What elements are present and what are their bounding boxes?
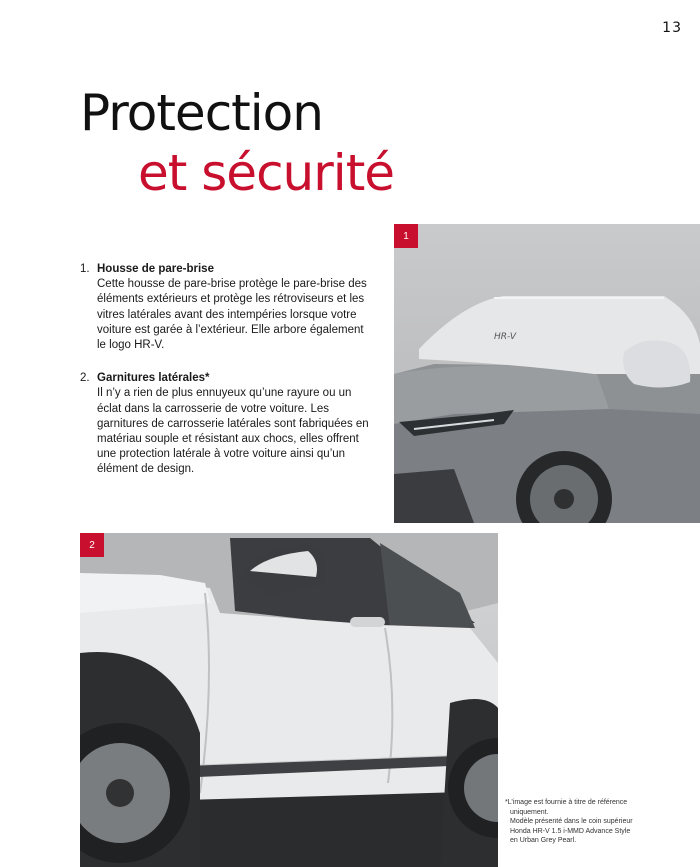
list-item-text: Il n’y a rien de plus ennuyeux qu’une rayure ou un éclat dans la carrosserie de votre voiture. Les garnitures de carrosserie latérales sont fabriquées en matériau souple et résistant aux chocs, elles offrent une protection latérale à votre voiture ainsi qu’un élément de design.: [97, 387, 369, 476]
page-number: 13: [662, 20, 682, 36]
windscreen-cover-photo: [394, 224, 700, 523]
list-item-body: [97, 371, 375, 477]
list-item-body: [97, 262, 375, 353]
car-front-illustration: [394, 224, 700, 523]
page-title-line2: et sécurité: [138, 144, 395, 202]
footnote-line: *L’image est fournie à titre de référence: [505, 799, 628, 806]
page-title-line1: Protection: [80, 84, 323, 142]
photo-badge-2: 2: [80, 533, 104, 557]
footnote-line: Modèle présenté dans le coin supérieur: [510, 818, 633, 825]
car-side-illustration: [80, 533, 498, 867]
footnote-line: Honda HR-V 1.5 i-MMD Advance Style: [510, 827, 631, 835]
footnote-line: en Urban Grey Pearl.: [510, 837, 577, 844]
footnote: [505, 798, 695, 846]
side-mouldings-photo: [80, 533, 498, 867]
list-item-side-mouldings: [80, 371, 375, 477]
list-item-number: 2.: [80, 372, 90, 385]
footnote-line: uniquement.: [510, 808, 549, 816]
list-item-number: 1.: [80, 263, 90, 275]
cover-logo: HR-V: [494, 332, 517, 342]
list-item-windscreen-cover: [80, 262, 375, 353]
photo-badge-1: 1: [394, 224, 418, 248]
accessory-list: [80, 262, 375, 496]
list-item-title: Housse de pare-brise: [97, 263, 214, 275]
list-item-title: Garnitures latérales*: [97, 372, 210, 385]
list-item-text: Cette housse de pare-brise protège le pare-brise des éléments extérieurs et protège les rétroviseurs et les vitres latérales avant des intempéries lorsque votre voiture est garée à l’extérieur. Elle arbore également le logo HR-V.: [97, 278, 367, 352]
